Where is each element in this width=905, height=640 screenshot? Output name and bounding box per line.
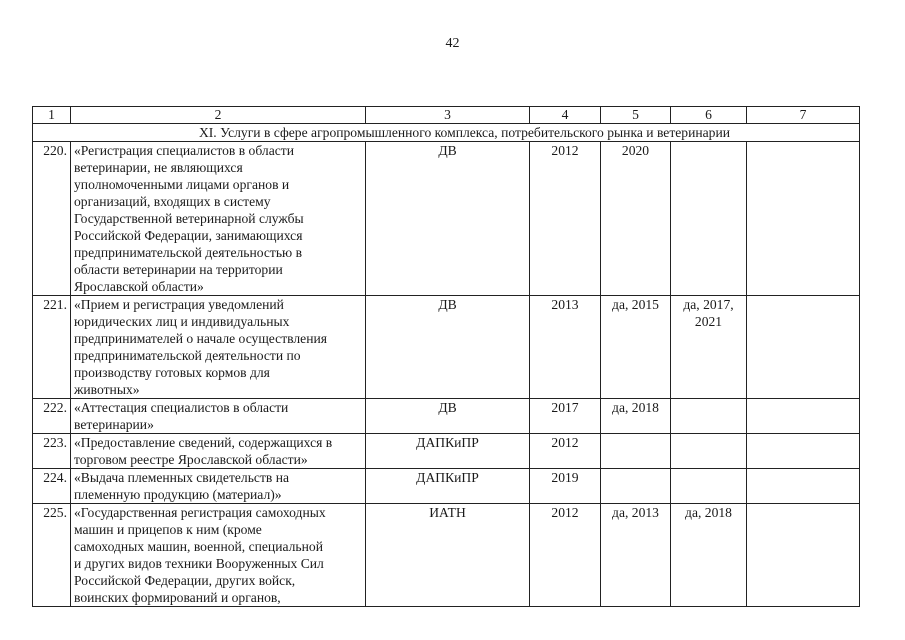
col7-value — [747, 434, 860, 469]
col5-value — [601, 469, 671, 504]
col4-value: 2017 — [530, 399, 601, 434]
col7-value — [747, 504, 860, 607]
col5-value: да, 2013 — [601, 504, 671, 607]
service-name: «Государственная регистрация самоходных машин и прицепов к ним (кроме самоходных машин, военной, специальной и других видов техники Вооруженных Сил Российской Федерации, других войск, воинских формирований и органов, — [71, 504, 366, 607]
responsible-body: ДАПКиПР — [366, 469, 530, 504]
col6-value — [671, 469, 747, 504]
col7-value — [747, 296, 860, 399]
service-name: «Выдача племенных свидетельств на племенную продукцию (материал)» — [71, 469, 366, 504]
col7-value — [747, 469, 860, 504]
service-name: «Прием и регистрация уведомлений юридических лиц и индивидуальных предпринимателей о начале осуществления предпринимательской деятельности по производству готовых кормов для животных» — [71, 296, 366, 399]
table-row — [33, 469, 860, 504]
row-number: 220. — [33, 142, 71, 296]
col5-value: да, 2015 — [601, 296, 671, 399]
column-number-row — [33, 107, 860, 124]
column-header: 6 — [671, 107, 747, 124]
col6-value: да, 2018 — [671, 504, 747, 607]
row-number: 225. — [33, 504, 71, 607]
column-header: 4 — [530, 107, 601, 124]
col4-value: 2012 — [530, 504, 601, 607]
col6-value — [671, 434, 747, 469]
col4-value: 2013 — [530, 296, 601, 399]
col4-value: 2012 — [530, 142, 601, 296]
responsible-body: ДВ — [366, 296, 530, 399]
service-name: «Регистрация специалистов в области ветеринарии, не являющихся уполномоченными лицами органов и организаций, входящих в систему Государственной ветеринарной службы Российской Федерации, занимающихся предпринимательской деятельностью в области ветеринарии на территории Ярославской области» — [71, 142, 366, 296]
table-row — [33, 296, 860, 399]
table-row — [33, 142, 860, 296]
col5-value — [601, 434, 671, 469]
col4-value: 2019 — [530, 469, 601, 504]
responsible-body: ДВ — [366, 399, 530, 434]
col7-value — [747, 399, 860, 434]
section-title: XI. Услуги в сфере агропромышленного комплекса, потребительского рынка и ветеринарии — [33, 124, 860, 142]
col5-value: да, 2018 — [601, 399, 671, 434]
service-name: «Аттестация специалистов в области ветеринарии» — [71, 399, 366, 434]
page-number: 42 — [445, 36, 460, 51]
col6-value — [671, 142, 747, 296]
service-name: «Предоставление сведений, содержащихся в торговом реестре Ярославской области» — [71, 434, 366, 469]
row-number: 222. — [33, 399, 71, 434]
services-table — [32, 106, 860, 607]
col4-value: 2012 — [530, 434, 601, 469]
col5-value: 2020 — [601, 142, 671, 296]
column-header: 5 — [601, 107, 671, 124]
col7-value — [747, 142, 860, 296]
column-header: 1 — [33, 107, 71, 124]
col6-value — [671, 399, 747, 434]
responsible-body: ДАПКиПР — [366, 434, 530, 469]
column-header: 7 — [747, 107, 860, 124]
table-row — [33, 434, 860, 469]
responsible-body: ИАТН — [366, 504, 530, 607]
column-header: 2 — [71, 107, 366, 124]
table-row — [33, 504, 860, 607]
table-row — [33, 399, 860, 434]
col6-value: да, 2017, 2021 — [671, 296, 747, 399]
row-number: 224. — [33, 469, 71, 504]
row-number: 221. — [33, 296, 71, 399]
section-row — [33, 124, 860, 142]
row-number: 223. — [33, 434, 71, 469]
responsible-body: ДВ — [366, 142, 530, 296]
column-header: 3 — [366, 107, 530, 124]
